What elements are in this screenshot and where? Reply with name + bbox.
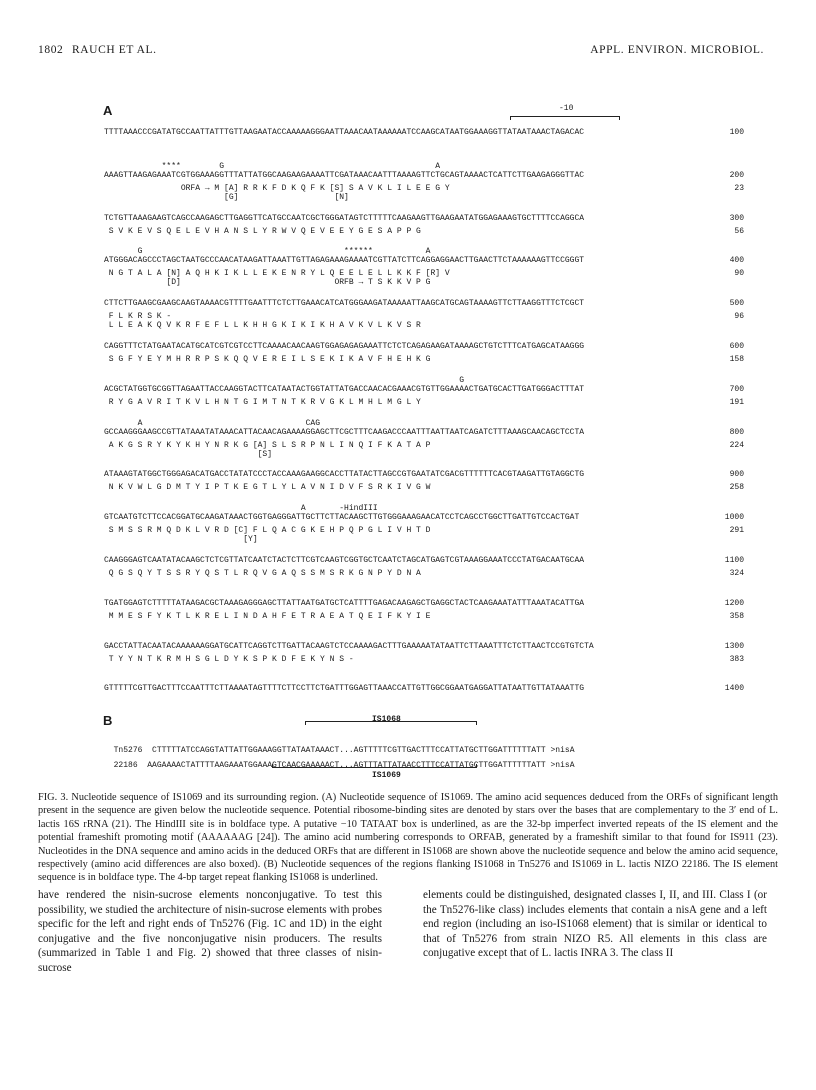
amino-acid-line: N K V W L G D M T Y I P T K E G T L Y L A V N I D V F S R K I V G W bbox=[104, 483, 431, 493]
sequence-difference-marks: A -HindIII bbox=[104, 504, 378, 514]
amino-acid-position-number: 191 bbox=[729, 397, 744, 407]
is1068-label: IS1068 bbox=[372, 715, 401, 724]
amino-acid-variant-line: [G] [N] bbox=[104, 192, 349, 202]
sequence-block bbox=[104, 290, 744, 333]
flank-row-seq: CTTTTTATCCAGGTATTATTGGAAAGGTTATAATAAACT...AGTTTTTCGTTGACTTTCCATTATGCTTGGATTTTTTATT >nisA bbox=[152, 746, 575, 755]
nucleotide-position-number: 800 bbox=[729, 427, 744, 437]
nucleotide-position-number: 300 bbox=[729, 213, 744, 223]
panel-a-label: A bbox=[103, 103, 113, 118]
promoter-bracket bbox=[510, 116, 620, 117]
amino-acid-position-number: 23 bbox=[734, 183, 744, 193]
nucleotide-line: TGATGGAGTCTTTTTATAAGACGCTAAAGAGGGAGCTTATTAATGATGCTCATTTTGAGACAAGAGCTGAGGCTACTCAAGAAATATTTAAATACATTGA bbox=[104, 598, 585, 608]
amino-acid-line: S V K E V S Q E L E V H A N S L Y R W V Q E V E E Y G E S A P P G bbox=[104, 226, 421, 236]
nucleotide-line: CAAGGGAGTCAATATACAAGCTCTCGTTATCAATCTACTCTTCGTCAAGTCGGTGCTCAATCTAGCATGAGTCGTAAAGGAAATCCCTATGACAATGCAA bbox=[104, 555, 585, 565]
amino-acid-variant-line: [Y] bbox=[104, 535, 258, 545]
nucleotide-position-number: 1200 bbox=[724, 598, 744, 608]
nucleotide-position-number: 700 bbox=[729, 384, 744, 394]
nucleotide-line: CTTCTTGAAGCGAAGCAAGTAAAACGTTTTGAATTTCTCTTGAAACATCATGGGAAGATAAAAATTAAGCATGCAGTAAAAGTTCTTAAGGTTTCTCGCT bbox=[104, 299, 585, 309]
sequence-panel-a bbox=[104, 119, 744, 718]
flank-row-name: Tn5276 bbox=[113, 746, 143, 755]
amino-acid-line: S M S S R M Q D K L V R D [C] F L Q A C G K E H P Q P G L I V H T D bbox=[104, 526, 431, 536]
nucleotide-line: GTCAATGTCTTCCACGGATGCAAGATAAACTGGTGAGGGATTGCTTCTTACAAGCTTGTGGGAAAGAACATCCTCAGCCTGGCTTGATTGTCCACTGAT bbox=[104, 513, 580, 523]
amino-acid-position-number: 291 bbox=[729, 526, 744, 536]
nucleotide-line: GTTTTTCGTTGACTTTCCAATTTCTTAAAATAGTTTTCTTCCTTCTGATTTGGAGTTAAACCATTGTTGGCGGAATGAGGATTATAATTGTTATAAATTG bbox=[104, 684, 585, 694]
page-number: 1802 bbox=[38, 44, 64, 56]
nucleotide-position-number: 200 bbox=[729, 170, 744, 180]
journal-name: APPL. ENVIRON. MICROBIOL. bbox=[590, 44, 764, 56]
sequence-block bbox=[104, 119, 744, 162]
nucleotide-line: ATGGGACAGCCCTAGCTAATGCCCAACATAAGATTAAATTGTTAGAGAAAGAAAATCGTTATCTTCAGGAGGAACTTGAACTTCTAAAAAAGTTCCGGGT bbox=[104, 256, 585, 266]
sequence-block bbox=[104, 633, 744, 676]
amino-acid-line: A K G S R Y K Y K H Y N R K G [A] S L S R P N L I N Q I F K A T A P bbox=[104, 440, 431, 450]
amino-acid-variant-line: L L E A K Q V K R F E F L L K H H G K I K I K H A V K V L K V S R bbox=[104, 321, 421, 331]
amino-acid-position-number: 96 bbox=[734, 312, 744, 322]
sequence-block bbox=[104, 419, 744, 462]
nucleotide-line: TCTGTTAAAGAAGTCAGCCAAGAGCTTGAGGTTCATGCCAATCGCTGGGATAGTCTTTTTCAAGAAGTTGAAGAATATGGAGAAAGTGCTTTTCCAGGCA bbox=[104, 213, 585, 223]
amino-acid-line: ORFA → M [A] R R K F D K Q F K [S] S A V K L I L E E G Y bbox=[104, 183, 450, 193]
nucleotide-line: TTTTAAACCCGATATGCCAATTATTTGTTAAGAATACCAAAAAGGGAATTAAACAATAAAAAATCCAAGCATAATGGAAAGGTTATAATAAACTAGACAC bbox=[104, 128, 585, 137]
nucleotide-position-number: 1100 bbox=[724, 555, 744, 565]
sequence-difference-marks: **** G A bbox=[104, 161, 441, 171]
amino-acid-variant-line: [S] bbox=[104, 449, 273, 459]
sequence-block bbox=[104, 461, 744, 504]
amino-acid-position-number: 56 bbox=[734, 226, 744, 236]
nucleotide-line: ACGCTATGGTGCGGTTAGAATTACCAAGGTACTTCATAATACTGGTATTATGACCAACACGAAACGTGTTGGAAAACTGATGCACTTGATGGGACTTTAT bbox=[104, 384, 585, 394]
running-authors: RAUCH ET AL. bbox=[72, 44, 157, 56]
nucleotide-line: ATAAAGTATGGCTGGGAGACATGACCTATATCCCTACCAAAGAAGGCACCTTATACTTAGCCGTGAATATCGACGTTTTTTCACGTAAGATTGTAGGCTG bbox=[104, 470, 585, 480]
sequence-block bbox=[104, 162, 744, 205]
amino-acid-line: N G T A L A [N] A Q H K I K L L E K E N R Y L Q E E L E L L K K F [R] V bbox=[104, 269, 450, 279]
sequence-difference-marks: G ****** A bbox=[104, 247, 431, 257]
figure-caption: FIG. 3. Nucleotide sequence of IS1069 and its surrounding region. (A) Nucleotide sequence of IS1069. The amino acid sequences deduced from the ORFs of significant length present in the sequence are given below the nucleotide sequence. Potential ribosome-binding sites are denoted by stars over the bases that are complementary to the 3′ end of L. lactis 16S rRNA (21). The HindIII site is in boldface type. A putative −10 TATAAT box is underlined, as are the 32-bp imperfect inverted repeats of the IS element and the potential frameshift promoting motif (AAAAAAG [24]). The amino acid numbering corresponds to ORFAB, generated by a frameshift similar to that found for IS911 (23). Nucleotides in the DNA sequence and amino acids in the deduced ORFs that are different in IS1068 are shown above the nucleotide sequence and below the amino acid sequence, respectively (amino acid differences are also boxed). (B) Nucleotide sequences of the regions flanking IS1068 in Tn5276 and IS1069 in L. lactis NIZO 22186. The IS element sequence is in boldface type. The 4-bp target repeat flanking IS1068 is underlined. bbox=[38, 792, 778, 884]
nucleotide-line: AAAGTTAAGAGAAATCGTGGAAAGGTTTATTATGGCAAGAAGAAAATTCGATAAACAATTTAAAAGTTCTGCAGTAAAACTCATTCTTGAAGAGGGTTAC bbox=[104, 170, 585, 180]
promoter-minus10-label: -10 bbox=[559, 104, 574, 113]
sequence-block bbox=[104, 333, 744, 376]
amino-acid-line: M M E S F Y K T L K R E L I N D A H F E T R A E A T Q E I F K Y I E bbox=[104, 611, 431, 621]
amino-acid-line: S G F Y E Y M H R R P S K Q Q V E R E I L S E K I K A V F H E H K G bbox=[104, 354, 431, 364]
amino-acid-position-number: 158 bbox=[729, 354, 744, 364]
panel-b-label: B bbox=[103, 713, 113, 728]
amino-acid-position-number: 324 bbox=[729, 568, 744, 578]
amino-acid-line: Q G S Q Y T S S R Y Q S T L R Q V G A Q S S M S R K G N P Y D N A bbox=[104, 568, 421, 578]
amino-acid-line: T Y Y N T K R M H S G L D Y K S P K D F E K Y N S - bbox=[104, 654, 354, 664]
amino-acid-line: F L K R S K - bbox=[104, 312, 172, 322]
flank-row-seq: AAGAAAACTATTTTAAGAAATGGAAAGTCAACGAAAAACT...AGTTTATTATAACCTTTCCATTATGCTTGGATTTTTTATT >nisA bbox=[147, 761, 575, 770]
body-text-right: elements could be distinguished, designated classes I, II, and III. Class I (or the Tn5276-like class) includes elements that contain a nisA gene and a left end region (including an iso-IS1068 element) that is similar or identical to that of Tn5276 from strain NIZO R5. All elements in this class are conjugative except that of L. lactis INRA 3. The class II bbox=[423, 889, 767, 960]
nucleotide-line: GACCTATTACAATACAAAAAAGGATGCATTCAGGTCTTGATTACAAGTCTCCAAAAGACTTTGAAAAATATAATTCTTAAATTTCTCTTAACTCCGTGTCTA bbox=[104, 641, 594, 651]
nucleotide-position-number: 1000 bbox=[724, 513, 744, 523]
body-text-left: have rendered the nisin-sucrose elements nonconjugative. To test this possibility, we studied the architecture of nisin-sucrose elements with probes specific for the left and right ends of Tn5276 (Fig. 1C and 1D) in the eight conjugative and the five nonconjugative nisin producers. The results (summarized in Table 1 and Fig. 2) showed that three classes of nisin-sucrose bbox=[38, 889, 382, 974]
sequence-block bbox=[104, 590, 744, 633]
nucleotide-position-number: 1300 bbox=[724, 641, 744, 651]
amino-acid-position-number: 258 bbox=[729, 483, 744, 493]
amino-acid-line: R Y G A V R I T K V L H N T G I M T N T K R V G K L M H L M G L Y bbox=[104, 397, 421, 407]
sequence-block bbox=[104, 205, 744, 248]
nucleotide-position-number: 900 bbox=[729, 470, 744, 480]
nucleotide-position-number: 1400 bbox=[724, 684, 744, 694]
sequence-block bbox=[104, 675, 744, 718]
amino-acid-variant-line: [D] ORFB → T S K K V P G bbox=[104, 278, 431, 288]
nucleotide-line: GCCAAGGGAAGCCGTTATAAATATAAACATTACAACAGAAAAGGAGCTTCGCTTTCAAGACCCAATTTAATTAATCAGATCTTTAAAGCAACAGCTCCTA bbox=[104, 427, 585, 437]
sequence-difference-marks: G bbox=[104, 375, 465, 385]
is1069-bracket bbox=[272, 763, 477, 768]
nucleotide-position-number: 100 bbox=[729, 128, 744, 137]
nucleotide-position-number: 500 bbox=[729, 299, 744, 309]
sequence-difference-marks: A CAG bbox=[104, 418, 321, 428]
sequence-block bbox=[104, 247, 744, 290]
amino-acid-position-number: 383 bbox=[729, 654, 744, 664]
nucleotide-line: CAGGTTTCTATGAATACATGCATCGTCGTCCTTCAAAACAACAAGTGGAGAGAGAAATTCTCTCAGAGAAGATAAAAGCTGTCTTTCATGAGCATAAGGG bbox=[104, 341, 585, 351]
amino-acid-position-number: 224 bbox=[729, 440, 744, 450]
sequence-block bbox=[104, 376, 744, 419]
nucleotide-position-number: 600 bbox=[729, 341, 744, 351]
flank-row-name: 22186 bbox=[113, 761, 138, 770]
amino-acid-position-number: 90 bbox=[734, 269, 744, 279]
sequence-block bbox=[104, 547, 744, 590]
nucleotide-position-number: 400 bbox=[729, 256, 744, 266]
is1069-label: IS1069 bbox=[372, 771, 401, 780]
amino-acid-position-number: 358 bbox=[729, 611, 744, 621]
sequence-block bbox=[104, 504, 744, 547]
